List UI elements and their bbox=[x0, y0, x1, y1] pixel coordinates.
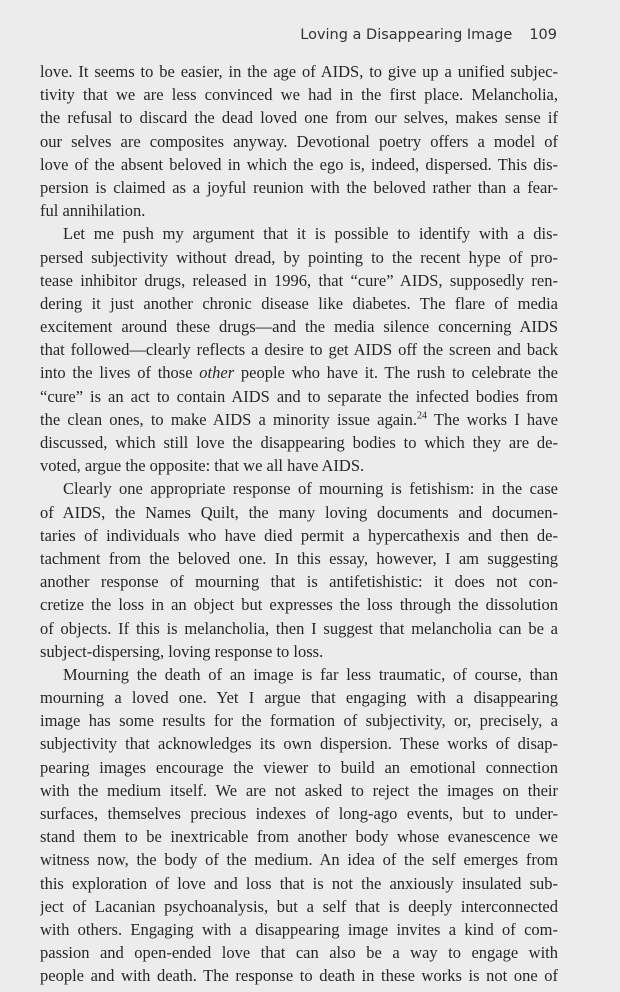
text-line: cretize the loss in an object but expresses the loss through the dissolution bbox=[40, 595, 558, 615]
text-line: tease inhibitor drugs, released in 1996, that “cure” AIDS, supposedly ren- bbox=[40, 270, 558, 290]
text-line: pearing images encourage the viewer to build an emotional connection bbox=[40, 757, 558, 777]
text-line: Mourning the death of an image is far less traumatic, of course, than bbox=[63, 664, 558, 684]
text-line: love. It seems to be easier, in the age of AIDS, to give up a unified subjec- bbox=[40, 62, 558, 81]
text-line: “cure” is an act to contain AIDS and to separate the infected bodies from bbox=[40, 386, 558, 406]
text-line: of AIDS, the Names Quilt, the many loving documents and documen- bbox=[40, 502, 558, 522]
text-line: discussed, which still love the disappearing bodies to which they are de- bbox=[40, 433, 558, 452]
text-line: mourning a loved one. Yet I argue that engaging with a disappearing bbox=[40, 688, 558, 708]
text-segment: people who have it. The rush to celebrate the bbox=[234, 363, 558, 383]
text-line: surfaces, themselves precious indexes of long-ago events, but to under- bbox=[40, 804, 558, 823]
footnote-marker[interactable]: 24 bbox=[417, 410, 427, 422]
text-line: another response of mourning that is antifetishistic: it does not con- bbox=[40, 572, 558, 592]
text-segment: The works I have bbox=[427, 409, 558, 429]
text-line: the refusal to discard the dead loved one from our selves, makes sense if bbox=[40, 108, 558, 128]
text-line: Clearly one appropriate response of mourning is fetishism: in the case bbox=[63, 479, 558, 499]
text-line: ject of Lacanian psychoanalysis, but a self that is deeply interconnected bbox=[40, 896, 558, 916]
text-line: with others. Engaging with a disappearing image invites a kind of com- bbox=[40, 919, 558, 939]
text-line: image has some results for the formation of subjectivity, or, precisely, a bbox=[40, 711, 558, 731]
text-line: with the medium itself. We are not asked to reject the images on their bbox=[40, 780, 558, 800]
text-line bbox=[40, 361, 558, 384]
text-line: persed subjectivity without dread, by pointing to the recent hype of pro- bbox=[40, 247, 558, 267]
text-line: voted, argue the opposite: that we all have AIDS. bbox=[40, 456, 365, 476]
text-line: subject-dispersing, loving response to loss. bbox=[40, 641, 324, 661]
page-number: 109 bbox=[529, 27, 557, 43]
text-line: Let me push my argument that it is possible to identify with a dis- bbox=[63, 224, 558, 244]
text-line: passion and open-ended love that can also be a way to engage with bbox=[40, 943, 558, 963]
text-line: dering it just another chronic disease like diabetes. The flare of media bbox=[40, 293, 558, 313]
text-line: love of the absent beloved in which the ego is, indeed, dispersed. This dis- bbox=[40, 154, 558, 174]
text-line: people and with death. The response to death in these works is not one of bbox=[40, 966, 558, 986]
text-line: taries of individuals who have died permit a hypercathexis and then de- bbox=[40, 525, 558, 545]
body-text bbox=[40, 60, 558, 988]
text-line: persion is claimed as a joyful reunion with the beloved rather than a fear- bbox=[40, 177, 558, 197]
text-line: excitement around these drugs—and the media silence concerning AIDS bbox=[40, 317, 558, 337]
text-line: our selves are composites anyway. Devotional poetry offers a model of bbox=[40, 131, 558, 151]
italic-word: other bbox=[199, 363, 235, 383]
text-segment: the clean ones, to make AIDS a minority issue again. bbox=[40, 409, 417, 429]
text-line: this exploration of love and loss that is not the anxiously insulated sub- bbox=[40, 873, 558, 893]
text-line: of objects. If this is melancholia, then I suggest that melancholia can be a bbox=[40, 618, 558, 638]
text-line: tachment from the beloved one. In this essay, however, I am suggesting bbox=[40, 548, 558, 568]
text-line: subjectivity that acknowledges its own dispersion. These works of disap- bbox=[40, 734, 558, 754]
text-segment: into the lives of those bbox=[40, 363, 200, 383]
text-line: that followed—clearly reflects a desire to get AIDS off the screen and back bbox=[40, 340, 558, 360]
running-title: Loving a Disappearing Image bbox=[300, 27, 513, 43]
text-line: witness now, the body of the medium. An idea of the self emerges from bbox=[40, 850, 558, 870]
text-line: ful annihilation. bbox=[40, 201, 146, 221]
text-line: stand them to be inextricable from another body whose evanescence we bbox=[40, 827, 558, 847]
text-line: tivity that we are less convinced we had in the first place. Melancholia, bbox=[40, 85, 558, 105]
running-header bbox=[300, 27, 557, 43]
text-line bbox=[40, 408, 558, 431]
